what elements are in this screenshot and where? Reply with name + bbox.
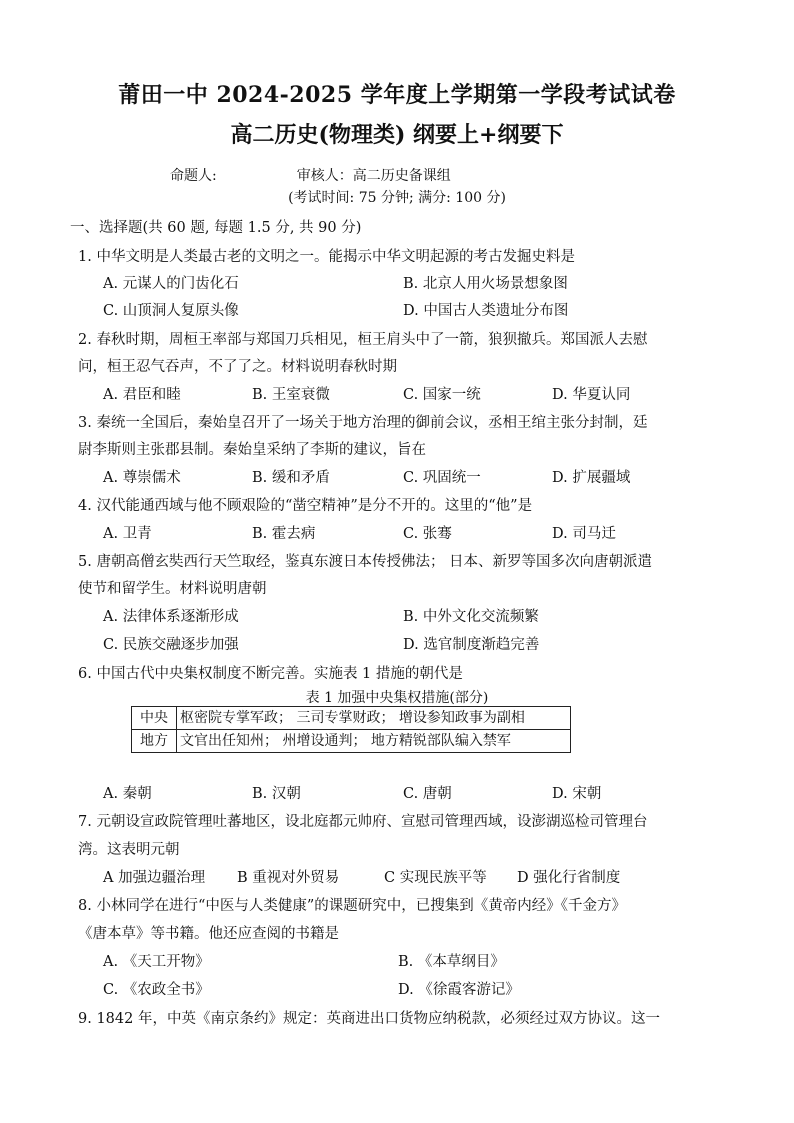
table-1: [131, 706, 571, 753]
question-6-option-d: D. 宋朝: [552, 786, 602, 802]
question-2-option-d: D. 华夏认同: [552, 387, 631, 403]
question-7-line-2: 湾。这表明元朝: [78, 842, 180, 858]
question-6-option-c: C. 唐朝: [403, 786, 452, 802]
question-3-option-b: B. 缓和矛盾: [252, 470, 330, 486]
question-1-line-1: 1. 中华文明是人类最古老的文明之一。能揭示中华文明起源的考古发掘史料是: [78, 249, 575, 265]
question-4-option-a: A. 卫青: [103, 526, 152, 542]
question-4-option-d: D. 司马迁: [552, 526, 616, 542]
table-row-head: 地方: [132, 730, 177, 753]
exam-info: (考试时间: 75 分钟; 满分: 100 分): [288, 190, 506, 206]
exam-subtitle: 高二历史(物理类) 纲要上+纲要下: [230, 122, 564, 148]
table-row-text: 文官出任知州； 州增设通判； 地方精锐部队编入禁军: [177, 730, 571, 753]
table-1-caption: 表 1 加强中央集权措施(部分): [305, 690, 489, 706]
question-3-option-d: D. 扩展疆域: [552, 470, 631, 486]
question-7-option-a: A 加强边疆治理: [103, 870, 206, 886]
table-row-head: 中央: [132, 707, 177, 730]
question-5-line-2: 使节和留学生。材料说明唐朝: [78, 581, 267, 597]
question-5-option-d: D. 选官制度渐趋完善: [403, 637, 540, 653]
question-1-option-d: D. 中国古人类遗址分布图: [403, 303, 569, 319]
question-2-line-2: 问，桓王忍气吞声，不了了之。材料说明春秋时期: [78, 359, 397, 375]
question-8-option-d: D. 《徐霞客游记》: [398, 982, 520, 998]
question-5-option-b: B. 中外文化交流频繁: [403, 609, 539, 625]
author-line: [170, 165, 451, 185]
question-7-line-1: 7. 元朝设宣政院管理吐蕃地区，设北庭都元帅府、宣慰司管理西域，设澎湖巡检司管理台: [78, 814, 648, 830]
table-row-text: 枢密院专掌军政； 三司专掌财政； 增设参知政事为副相: [177, 707, 571, 730]
question-9-line-1: 9. 1842 年，中英《南京条约》规定：英商进出口货物应纳税款，必须经过双方协议。这一: [78, 1011, 660, 1027]
question-2-option-c: C. 国家一统: [403, 387, 481, 403]
exam-title: 莆田一中 2024-2025 学年度上学期第一学段考试试卷: [118, 82, 676, 108]
question-8-option-c: C. 《农政全书》: [103, 982, 210, 998]
question-7-option-c: C 实现民族平等: [384, 870, 487, 886]
reviewer-label: 审核人：高二历史备课组: [296, 168, 451, 184]
table-row: [132, 730, 571, 753]
question-2-option-b: B. 王室衰微: [252, 387, 330, 403]
question-4-option-c: C. 张骞: [403, 526, 452, 542]
question-8-option-b: B. 《本草纲目》: [398, 954, 505, 970]
question-1-option-c: C. 山顶洞人复原头像: [103, 303, 239, 319]
question-6-option-a: A. 秦朝: [103, 786, 152, 802]
question-1-option-a: A. 元谋人的门齿化石: [103, 276, 239, 292]
author-label: 命题人:: [170, 168, 217, 184]
question-5-line-1: 5. 唐朝高僧玄奘西行天竺取经，鉴真东渡日本传授佛法； 日本、新罗等国多次向唐朝派遣: [78, 554, 653, 570]
question-6-line-1: 6. 中国古代中央集权制度不断完善。实施表 1 措施的朝代是: [78, 666, 463, 682]
question-4-line-1: 4. 汉代能通西域与他不顾艰险的“凿空精神”是分不开的。这里的“他”是: [78, 498, 533, 514]
question-2-option-a: A. 君臣和睦: [103, 387, 181, 403]
question-7-option-d: D 强化行省制度: [517, 870, 621, 886]
table-row: [132, 707, 571, 730]
question-5-option-a: A. 法律体系逐渐形成: [103, 609, 239, 625]
question-3-option-c: C. 巩固统一: [403, 470, 481, 486]
question-3-line-2: 尉李斯则主张郡县制。秦始皇采纳了李斯的建议，旨在: [78, 442, 426, 458]
question-6-option-b: B. 汉朝: [252, 786, 301, 802]
question-8-line-1: 8. 小林同学在进行“中医与人类健康”的课题研究中，已搜集到《黄帝内经》《千金方》: [78, 898, 627, 914]
question-8-option-a: A. 《天工开物》: [103, 954, 210, 970]
question-4-option-b: B. 霍去病: [252, 526, 316, 542]
question-1-option-b: B. 北京人用火场景想象图: [403, 276, 568, 292]
question-5-option-c: C. 民族交融逐步加强: [103, 637, 239, 653]
question-2-line-1: 2. 春秋时期，周桓王率部与郑国刀兵相见，桓王肩头中了一箭，狼狈撤兵。郑国派人去慰: [78, 332, 648, 348]
question-8-line-2: 《唐本草》等书籍。他还应查阅的书籍是: [78, 926, 339, 942]
question-7-option-b: B 重视对外贸易: [237, 870, 340, 886]
question-3-line-1: 3. 秦统一全国后，秦始皇召开了一场关于地方治理的御前会议，丞相王绾主张分封制，廷: [78, 415, 648, 431]
question-3-option-a: A. 尊崇儒术: [103, 470, 181, 486]
section-heading: 一、选择题(共 60 题, 每题 1.5 分, 共 90 分): [70, 220, 362, 236]
